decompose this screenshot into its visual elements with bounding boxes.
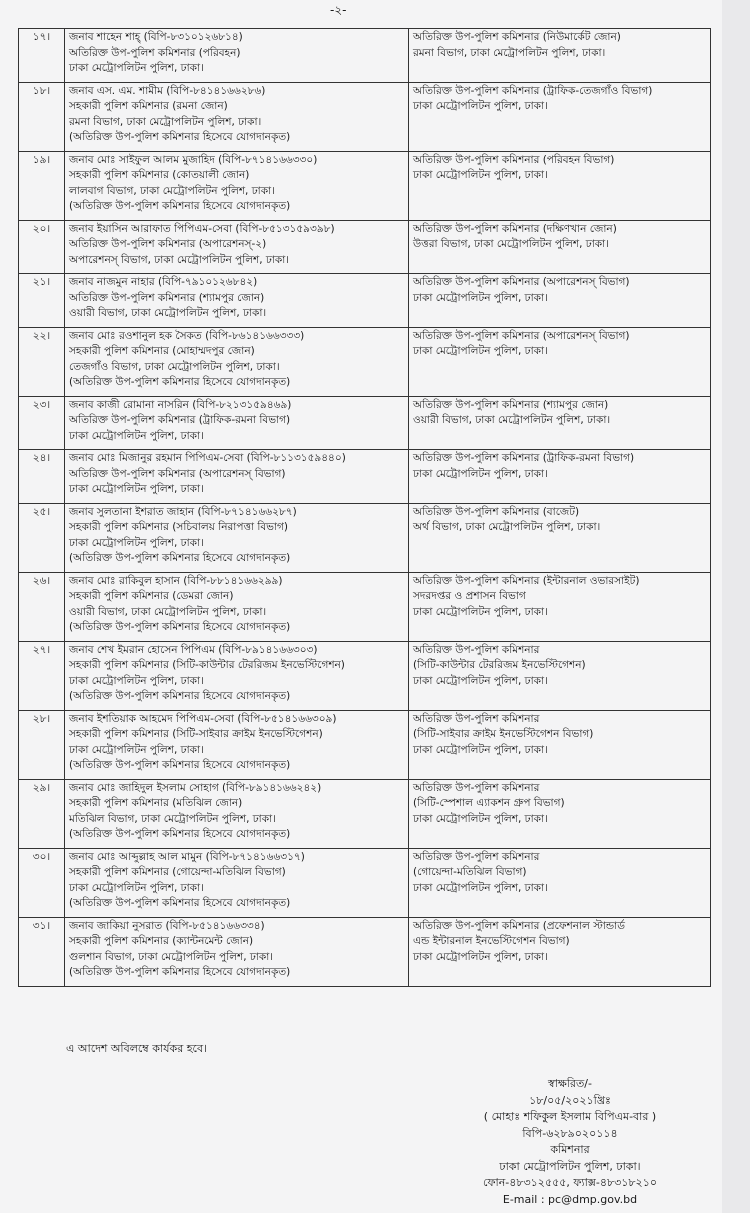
- current-posting-cell: [65, 503, 409, 572]
- current-posting-line: (অতিরিক্ত উপ-পুলিশ কমিশনার হিসেবে যোগদানকৃত): [69, 131, 291, 143]
- current-posting-cell: [65, 274, 409, 328]
- serial-number: ২৫।: [19, 503, 65, 572]
- serial-number: ৩১।: [19, 917, 65, 986]
- current-posting-cell: [65, 220, 409, 274]
- table-row: [19, 220, 711, 274]
- serial-number: ২১।: [19, 274, 65, 328]
- current-posting-cell: [65, 29, 409, 83]
- current-posting-line: (অতিরিক্ত উপ-পুলিশ কমিশনার হিসেবে যোগদানকৃত): [69, 966, 291, 978]
- table-row: [19, 917, 711, 986]
- current-posting-line: সহকারী পুলিশ কমিশনার (সিটি-সাইবার ক্রাইম ইনভেস্টিগেশন): [69, 728, 323, 740]
- new-posting-line: অতিরিক্ত উপ-পুলিশ কমিশনার (ইন্টারনাল ওভারসাইট): [413, 574, 640, 587]
- current-posting-line: জনাব নাজমুন নাহার (বিপি-৭৯১০১২৬৮৪২): [69, 276, 258, 288]
- current-posting-line: অতিরিক্ত উপ-পুলিশ কমিশনার (পরিবহন): [69, 46, 241, 59]
- current-posting-line: জনাব কাজী রোমানা নাসরিন (বিপি-৮২১৩১৫৯৪৬৯): [69, 398, 292, 411]
- new-posting-line: এন্ড ইন্টারনাল ইনভেস্টিগেশন বিভাগ): [413, 935, 570, 947]
- current-posting-cell: [65, 641, 409, 710]
- new-posting-cell: [409, 327, 711, 396]
- new-posting-cell: [409, 572, 711, 641]
- current-posting-line: জনাব মোঃ রওশানুল হক সৈকত (বিপি-৮৬১৪১৬৬৩৩৩): [69, 329, 305, 342]
- table-row: [19, 572, 711, 641]
- current-posting-line: (অতিরিক্ত উপ-পুলিশ কমিশনার হিসেবে যোগদানকৃত): [69, 897, 291, 909]
- new-posting-line: অতিরিক্ত উপ-পুলিশ কমিশনার: [413, 712, 540, 725]
- table-row: [19, 641, 711, 710]
- current-posting-line: সহকারী পুলিশ কমিশনার (ক্যান্টনমেন্ট জোন): [69, 935, 254, 947]
- new-posting-cell: [409, 220, 711, 274]
- new-posting-line: রমনা বিভাগ, ঢাকা মেট্রোপলিটন পুলিশ, ঢাকা।: [413, 46, 606, 59]
- current-posting-cell: [65, 917, 409, 986]
- current-posting-line: অতিরিক্ত উপ-পুলিশ কমিশনার (অপারেশনস্-২): [69, 238, 267, 250]
- current-posting-cell: [65, 779, 409, 848]
- current-posting-line: সহকারী পুলিশ কমিশনার (ডেমরা জোন): [69, 590, 234, 602]
- current-posting-line: (অতিরিক্ত উপ-পুলিশ কমিশনার হিসেবে যোগদানকৃত): [69, 200, 291, 212]
- serial-number: ২৬।: [19, 572, 65, 641]
- table-row: [19, 848, 711, 917]
- new-posting-line: অতিরিক্ত উপ-পুলিশ কমিশনার (ট্রাফিক-তেজগাঁও বিভাগ): [413, 84, 653, 97]
- current-posting-line: (অতিরিক্ত উপ-পুলিশ কমিশনার হিসেবে যোগদানকৃত): [69, 759, 291, 771]
- table-body: [19, 29, 711, 987]
- new-posting-line: অতিরিক্ত উপ-পুলিশ কমিশনার (অপারেশনস্ বিভাগ): [413, 276, 630, 288]
- current-posting-line: জনাব মোঃ মিজানুর রহমান পিপিএম-সেবা (বিপি-৮১১৩১৫৯৪৪০): [69, 452, 346, 464]
- current-posting-line: জনাব মোঃ সাইফুল আলম মুজাহিদ (বিপি-৮৭১৪১৬৬৩৩০): [69, 153, 318, 166]
- current-posting-cell: [65, 327, 409, 396]
- new-posting-line: ঢাকা মেট্রোপলিটন পুলিশ, ঢাকা।: [413, 169, 548, 181]
- current-posting-line: জনাব শাহেন শাহ্ (বিপি-৮৩১০১২৬৮১৪): [69, 31, 243, 43]
- signatory-designation: কমিশনার: [550, 1143, 590, 1156]
- new-posting-line: অতিরিক্ত উপ-পুলিশ কমিশনার (বাজেট): [413, 505, 580, 518]
- new-posting-line: ঢাকা মেট্রোপলিটন পুলিশ, ঢাকা।: [413, 950, 548, 963]
- serial-number: ১৮।: [19, 82, 65, 151]
- new-posting-line: ঢাকা মেট্রোপলিটন পুলিশ, ঢাকা।: [413, 743, 548, 756]
- current-posting-cell: [65, 848, 409, 917]
- new-posting-line: অতিরিক্ত উপ-পুলিশ কমিশনার (নিউমার্কেট জোন): [413, 31, 621, 43]
- new-posting-line: ঢাকা মেট্রোপলিটন পুলিশ, ঢাকা।: [413, 100, 548, 112]
- new-posting-line: (গোয়েন্দা-মতিঝিল বিভাগ): [413, 866, 527, 878]
- new-posting-cell: [409, 450, 711, 504]
- current-posting-line: ওয়ারী বিভাগ, ঢাকা মেট্রোপলিটন পুলিশ, ঢাকা।: [69, 307, 267, 319]
- serial-number: ২০।: [19, 220, 65, 274]
- new-posting-line: (সিটি-সাইবার ক্রাইম ইনভেস্টিগেশন বিভাগ): [413, 728, 594, 740]
- current-posting-line: সহকারী পুলিশ কমিশনার (কোতয়ালী জোন): [69, 169, 250, 181]
- new-posting-cell: [409, 82, 711, 151]
- current-posting-line: (অতিরিক্ত উপ-পুলিশ কমিশনার হিসেবে যোগদানকৃত): [69, 621, 291, 633]
- new-posting-cell: [409, 151, 711, 220]
- effective-note: এ আদেশ অবিলম্বে কার্যকর হবে।: [66, 1042, 208, 1055]
- table-row: [19, 151, 711, 220]
- new-posting-line: (সিটি-কাউন্টার টেররিজম ইনভেস্টিগেশন): [413, 659, 586, 671]
- new-posting-line: অতিরিক্ত উপ-পুলিশ কমিশনার (দক্ষিণখান জোন): [413, 222, 617, 235]
- current-posting-line: সহকারী পুলিশ কমিশনার (গোয়েন্দা-মতিঝিল বিভাগ): [69, 866, 286, 878]
- serial-number: ১৭।: [19, 29, 65, 83]
- current-posting-line: অতিরিক্ত উপ-পুলিশ কমিশনার (ট্রাফিক-রমনা বিভাগ): [69, 414, 291, 426]
- serial-number: ২৭।: [19, 641, 65, 710]
- new-posting-line: ঢাকা মেট্রোপলিটন পুলিশ, ঢাকা।: [413, 345, 548, 357]
- signed-mark: স্বাক্ষরিত/-: [548, 1077, 592, 1090]
- current-posting-line: সহকারী পুলিশ কমিশনার (সচিবালয় নিরাপত্তা বিভাগ): [69, 521, 289, 533]
- current-posting-cell: [65, 82, 409, 151]
- current-posting-cell: [65, 396, 409, 450]
- signature-block: [430, 1076, 710, 1208]
- new-posting-cell: [409, 848, 711, 917]
- current-posting-line: সহকারী পুলিশ কমিশনার (মোহাম্মদপুর জোন): [69, 345, 255, 357]
- new-posting-line: অতিরিক্ত উপ-পুলিশ কমিশনার (পরিবহন বিভাগ): [413, 153, 615, 166]
- new-posting-line: (সিটি-স্পেশাল এ্যাকশন গ্রুপ বিভাগ): [413, 797, 565, 809]
- current-posting-line: ঢাকা মেট্রোপলিটন পুলিশ, ঢাকা।: [69, 743, 204, 756]
- serial-number: ১৯।: [19, 151, 65, 220]
- current-posting-line: (অতিরিক্ত উপ-পুলিশ কমিশনার হিসেবে যোগদানকৃত): [69, 552, 291, 564]
- current-posting-line: ওয়ারী বিভাগ, ঢাকা মেট্রোপলিটন পুলিশ, ঢাকা।: [69, 605, 267, 618]
- serial-number: ৩০।: [19, 848, 65, 917]
- current-posting-line: মতিঝিল বিভাগ, ঢাকা মেট্রোপলিটন পুলিশ, ঢাকা।: [69, 812, 276, 825]
- current-posting-line: সহকারী পুলিশ কমিশনার (সিটি-কাউন্টার টেররিজম ইনভেস্টিগেশন): [69, 659, 345, 671]
- new-posting-line: অতিরিক্ত উপ-পুলিশ কমিশনার: [413, 850, 540, 863]
- contact-phone-fax: ফোন-৪৮৩১২৫৫৫, ফ্যাক্স-৪৮৩১৮২১০: [483, 1176, 657, 1189]
- new-posting-cell: [409, 779, 711, 848]
- current-posting-line: জনাব ইয়াসিন আরাফাত পিপিএম-সেবা (বিপি-৮৫১৩১৫৯৩৯৮): [69, 222, 335, 235]
- current-posting-line: জনাব জাকিয়া নুসরাত (বিপি-৮৫১৪১৬৬৩৩৪): [69, 919, 265, 932]
- signature-date: ১৮/০৫/২০২১খ্রিঃ: [529, 1093, 611, 1107]
- new-posting-line: ঢাকা মেট্রোপলিটন পুলিশ, ঢাকা।: [413, 812, 548, 825]
- table-row: [19, 779, 711, 848]
- current-posting-cell: [65, 572, 409, 641]
- serial-number: ২২।: [19, 327, 65, 396]
- serial-number: ২৮।: [19, 710, 65, 779]
- new-posting-line: ওয়ারী বিভাগ, ঢাকা মেট্রোপলিটন পুলিশ, ঢাকা।: [413, 414, 611, 426]
- current-posting-line: জনাব এস. এম. শামীম (বিপি-৮৪১৪১৬৬২৮৬): [69, 84, 266, 97]
- current-posting-line: অপারেশনস্ বিভাগ, ঢাকা মেট্রোপলিটন পুলিশ, ঢাকা।: [69, 253, 290, 266]
- new-posting-line: অতিরিক্ত উপ-পুলিশ কমিশনার (অপারেশনস্ বিভাগ): [413, 329, 630, 342]
- transfer-order-table: [18, 28, 711, 987]
- current-posting-line: তেজগাঁও বিভাগ, ঢাকা মেট্রোপলিটন পুলিশ, ঢাকা।: [69, 360, 280, 373]
- current-posting-cell: [65, 710, 409, 779]
- current-posting-line: জনাব সুলতানা ইশরাত জাহান (বিপি-৮৭১৪১৬৬২৮৭): [69, 505, 297, 518]
- new-posting-line: অতিরিক্ত উপ-পুলিশ কমিশনার (ট্রাফিক-রমনা বিভাগ): [413, 452, 635, 464]
- table-row: [19, 450, 711, 504]
- current-posting-cell: [65, 151, 409, 220]
- new-posting-line: ঢাকা মেট্রোপলিটন পুলিশ, ঢাকা।: [413, 291, 548, 304]
- table-row: [19, 710, 711, 779]
- current-posting-line: রমনা বিভাগ, ঢাকা মেট্রোপলিটন পুলিশ, ঢাকা।: [69, 115, 262, 128]
- current-posting-cell: [65, 450, 409, 504]
- current-posting-line: জনাব মোঃ জাহিদুল ইসলাম সোহাগ (বিপি-৮৯১৪১৬৬২৪২): [69, 781, 322, 794]
- current-posting-line: (অতিরিক্ত উপ-পুলিশ কমিশনার হিসেবে যোগদানকৃত): [69, 690, 291, 702]
- current-posting-line: সহকারী পুলিশ কমিশনার (মতিঝিল জোন): [69, 797, 243, 809]
- current-posting-line: অতিরিক্ত উপ-পুলিশ কমিশনার (অপারেশনস্ বিভাগ): [69, 467, 286, 480]
- serial-number: ২৯।: [19, 779, 65, 848]
- new-posting-cell: [409, 503, 711, 572]
- table-row: [19, 274, 711, 328]
- new-posting-cell: [409, 29, 711, 83]
- current-posting-line: গুলশান বিভাগ, ঢাকা মেট্রোপলিটন পুলিশ, ঢাকা।: [69, 950, 274, 963]
- table-row: [19, 327, 711, 396]
- new-posting-line: উত্তরা বিভাগ, ঢাকা মেট্রোপলিটন পুলিশ, ঢাকা।: [413, 238, 609, 250]
- signatory-name: ( মোহাঃ শফিকুল ইসলাম বিপিএম-বার ): [483, 1110, 657, 1123]
- new-posting-line: সদরদপ্তর ও প্রশাসন বিভাগ: [413, 590, 526, 602]
- new-posting-line: অতিরিক্ত উপ-পুলিশ কমিশনার: [413, 643, 540, 656]
- current-posting-line: জনাব ইশতিয়াক আহমেদ পিপিএম-সেবা (বিপি-৮৫১৪১৬৬৩০৯): [69, 712, 337, 725]
- new-posting-line: অতিরিক্ত উপ-পুলিশ কমিশনার (শ্যামপুর জোন): [413, 398, 609, 411]
- serial-number: ২৩।: [19, 396, 65, 450]
- signatory-organization: ঢাকা মেট্রোপলিটন পুলিশ, ঢাকা।: [499, 1159, 641, 1173]
- current-posting-line: জনাব মোঃ আব্দুল্লাহ আল মামুন (বিপি-৮৭১৪১৬৬৩১৭): [69, 850, 305, 863]
- new-posting-cell: [409, 917, 711, 986]
- current-posting-line: ঢাকা মেট্রোপলিটন পুলিশ, ঢাকা।: [69, 881, 204, 894]
- current-posting-line: সহকারী পুলিশ কমিশনার (রমনা জোন): [69, 100, 228, 112]
- new-posting-cell: [409, 641, 711, 710]
- current-posting-line: ঢাকা মেট্রোপলিটন পুলিশ, ঢাকা।: [69, 62, 204, 74]
- serial-number: ২৪।: [19, 450, 65, 504]
- current-posting-line: ঢাকা মেট্রোপলিটন পুলিশ, ঢাকা।: [69, 483, 204, 495]
- contact-email: E-mail : pc@dmp.gov.bd: [502, 1192, 638, 1206]
- table-row: [19, 82, 711, 151]
- table-row: [19, 396, 711, 450]
- current-posting-line: অতিরিক্ত উপ-পুলিশ কমিশনার (শ্যামপুর জোন): [69, 291, 265, 304]
- current-posting-line: লালবাগ বিভাগ, ঢাকা মেট্রোপলিটন পুলিশ, ঢাকা।: [69, 184, 275, 197]
- current-posting-line: ঢাকা মেট্রোপলিটন পুলিশ, ঢাকা।: [69, 674, 204, 687]
- new-posting-line: ঢাকা মেট্রোপলিটন পুলিশ, ঢাকা।: [413, 467, 548, 480]
- current-posting-line: (অতিরিক্ত উপ-পুলিশ কমিশনার হিসেবে যোগদানকৃত): [69, 376, 291, 388]
- new-posting-cell: [409, 396, 711, 450]
- new-posting-line: ঢাকা মেট্রোপলিটন পুলিশ, ঢাকা।: [413, 674, 548, 687]
- new-posting-line: অতিরিক্ত উপ-পুলিশ কমিশনার: [413, 781, 540, 794]
- new-posting-line: ঢাকা মেট্রোপলিটন পুলিশ, ঢাকা।: [413, 605, 548, 618]
- new-posting-line: অতিরিক্ত উপ-পুলিশ কমিশনার (প্রফেশনাল স্টান্ডার্ড: [413, 919, 625, 932]
- new-posting-line: অর্থ বিভাগ, ঢাকা মেট্রোপলিটন পুলিশ, ঢাকা।: [413, 521, 601, 533]
- current-posting-line: (অতিরিক্ত উপ-পুলিশ কমিশনার হিসেবে যোগদানকৃত): [69, 828, 291, 840]
- new-posting-cell: [409, 274, 711, 328]
- current-posting-line: জনাব মোঃ রাকিবুল হাসান (বিপি-৮৮১৪১৬৬২৯৯): [69, 574, 283, 587]
- table-row: [19, 29, 711, 83]
- new-posting-cell: [409, 710, 711, 779]
- current-posting-line: ঢাকা মেট্রোপলিটন পুলিশ, ঢাকা।: [69, 536, 204, 549]
- page-number: -২-: [330, 3, 347, 17]
- new-posting-line: ঢাকা মেট্রোপলিটন পুলিশ, ঢাকা।: [413, 881, 548, 894]
- current-posting-line: জনাব শেখ ইমরান হোসেন পিপিএম (বিপি-৮৯১৪১৬৬৩০৩): [69, 643, 318, 656]
- current-posting-line: ঢাকা মেট্রোপলিটন পুলিশ, ঢাকা।: [69, 429, 204, 442]
- table-row: [19, 503, 711, 572]
- signatory-bp-number: বিপি-৬২৮৯০২০১১৪: [522, 1126, 618, 1140]
